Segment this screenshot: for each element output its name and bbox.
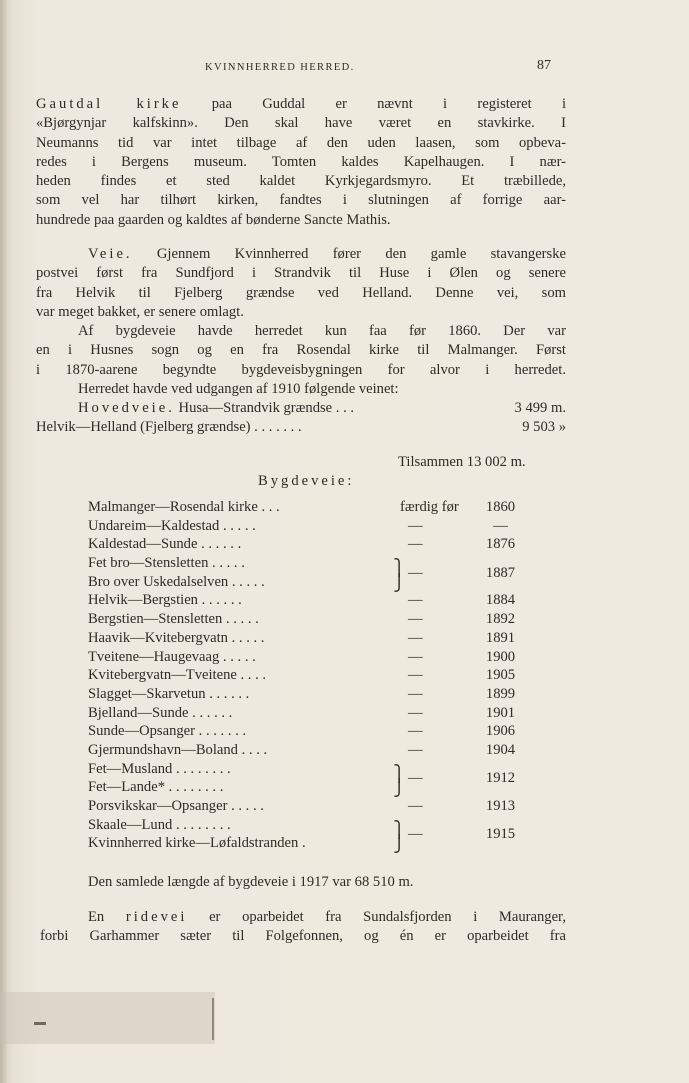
table-row: Slagget—Skarvetun . . . . . . — 1899: [88, 685, 516, 702]
table-row: Kvitebergvatn—Tveitene . . . . — 1905: [88, 667, 516, 684]
paragraph-veie: [36, 245, 566, 399]
table-row: Gjermundshavn—Boland . . . . — 1904: [88, 741, 516, 758]
table-row: Bjelland—Sunde . . . . . . — 1901: [88, 704, 516, 721]
table-row: Haavik—Kvitebergvatn . . . . . — 1891: [88, 629, 516, 646]
text-line: som vel har tilhørt kirken, fandtes i slutningen af forrige aar-: [36, 192, 566, 209]
text-line: En ridevei er oparbeidet fra Sundalsfjorden i Mauranger,: [88, 909, 566, 925]
road-length: 3 499 m.: [514, 400, 566, 416]
list-item: Hovedveie. Husa—Strandvik grændse . . . 3 499 m.: [78, 400, 566, 416]
text-line: Veie. Gjennem Kvinnherred fører den gamle stavangerske: [88, 246, 566, 262]
table-row: Skaale—Lund . . . . . . . . ⎫: [88, 816, 405, 839]
text-line: heden findes et sted kaldet Kyrkjegardsmyro. Et træbillede,: [36, 173, 566, 190]
table-row: Fet—Lande* . . . . . . . . ⎭ — 1912: [88, 770, 516, 798]
table-row: Sunde—Opsanger . . . . . . . — 1906: [88, 723, 516, 740]
scan-edge-line: [212, 998, 214, 1040]
paragraph-ridevei: [40, 908, 566, 947]
road-length: 9 503 »: [522, 419, 566, 435]
paragraph-gautdal-kirke: [36, 95, 566, 230]
table-row: Fet—Musland . . . . . . . . ⎫: [88, 760, 405, 783]
table-row: Kvinnherred kirke—Løfaldstranden . ⎭ — 1915: [88, 826, 516, 854]
brace-top: ⎫: [393, 765, 405, 783]
list-item: Helvik—Helland (Fjelberg grændse) . . . . . . . 9 503 »: [36, 419, 566, 435]
table-row: Undareim—Kaldestad . . . . . — —: [88, 517, 508, 534]
text-line: Neumanns tid var intet tilbage af den uden laasen, som opbeva-: [36, 134, 566, 151]
table-row: Helvik—Bergstien . . . . . . — 1884: [88, 592, 516, 609]
table-row: Bergstien—Stensletten . . . . . — 1892: [88, 611, 516, 628]
page-header: [0, 58, 689, 78]
bygdeveie-table: [88, 499, 528, 854]
subtotal: Tilsammen 13 002 m.: [398, 454, 526, 470]
section-title-bygdeveie: Bygdeveie:: [258, 473, 355, 489]
brace-bottom: ⎭: [393, 836, 405, 854]
text-line: var meget bakket, er senere omlagt.: [36, 303, 244, 320]
total-length-line: Den samlede længde af bygdeveie i 1917 var 68 510 m.: [88, 874, 414, 890]
text-line: Af bygdeveie havde herredet kun faa før 1860. Der var: [78, 323, 566, 340]
scan-shadow: [0, 992, 215, 1044]
text-line: forbi Garhammer sæter til Folgefonnen, og én er oparbeidet fra: [40, 928, 566, 945]
text-line: i 1870-aarene begyndte bygdeveisbygningen for alvor i herredet.: [36, 361, 566, 378]
brace-bottom: ⎭: [393, 780, 405, 798]
text-line: Gautdal kirke paa Guddal er nævnt i registeret i: [36, 96, 567, 112]
table-row: Porsvikskar—Opsanger . . . . . — 1913: [88, 798, 516, 814]
text-line: en i Husnes sogn og en fra Rosendal kirke til Malmanger. Først: [36, 342, 566, 359]
running-head: KVINNHERRED HERRED.: [205, 62, 355, 73]
table-row: Kaldestad—Sunde . . . . . . — 1876: [88, 536, 516, 553]
table-row: Fet bro—Stensletten . . . . . ⎫: [88, 555, 405, 578]
text-line: Herredet havde ved udgangen af 1910 følgende veinet:: [78, 381, 399, 398]
text-line: fra Helvik til Fjelberg grændse ved Helland. Denne vei, som: [36, 284, 566, 301]
brace-top: ⎫: [393, 560, 405, 578]
text-line: hundrede paa gaarden og kaldtes af bønderne Sancte Mathis.: [36, 211, 391, 228]
table-row: Tveitene—Haugevaag . . . . . — 1900: [88, 648, 516, 665]
brace-top: ⎫: [393, 821, 405, 839]
table-row: Malmanger—Rosendal kirke . . . færdig før 1860: [88, 499, 516, 515]
scan-dash-mark: [34, 1022, 46, 1025]
text-line: «Bjørgynjar kalfskinn». Den skal have været en stavkirke. I: [36, 115, 566, 132]
hovedveie-list: [36, 400, 566, 438]
table-row: Bro over Uskedalselven . . . . . ⎭ — 1887: [88, 564, 516, 592]
book-spine-shadow: [0, 0, 7, 1083]
text-line: redes i Bergens museum. Tomten kaldes Kapelhaugen. I nær-: [36, 153, 566, 170]
brace-bottom: ⎭: [393, 574, 405, 592]
page-number: 87: [537, 58, 551, 73]
text-line: postvei først fra Sundfjord i Strandvik til Huse i Ølen og senere: [36, 265, 566, 282]
